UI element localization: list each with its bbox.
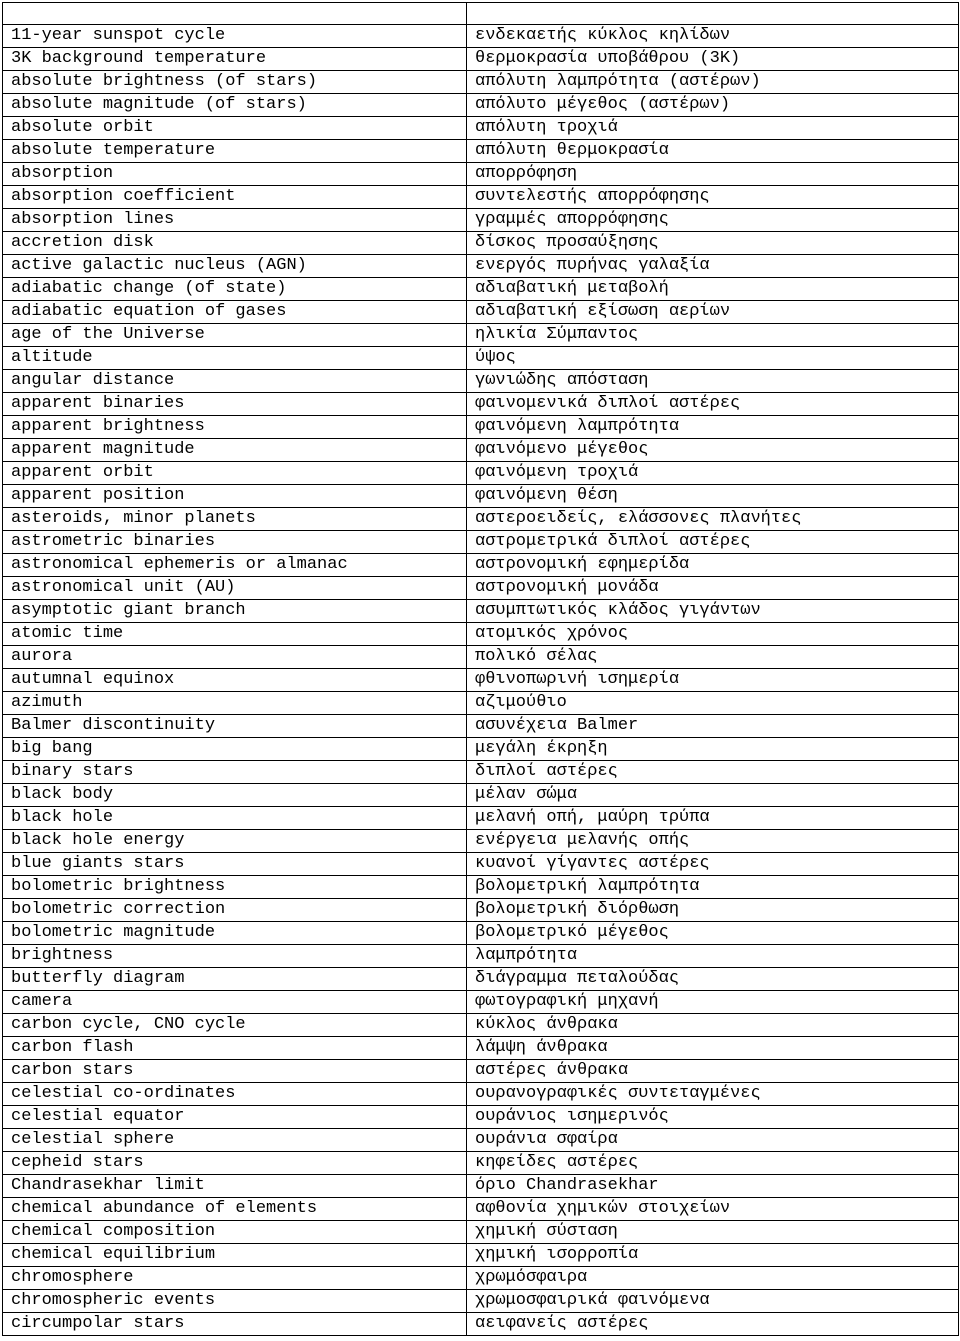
term-english: carbon stars — [3, 1060, 467, 1083]
term-greek: απορρόφηση — [467, 163, 959, 186]
table-row — [3, 71, 959, 94]
table-row — [3, 623, 959, 646]
term-greek: φαινόμενη θέση — [467, 485, 959, 508]
glossary-body — [3, 3, 959, 1336]
term-greek: γραμμές απορρόφησης — [467, 209, 959, 232]
term-greek: αστρονομική μονάδα — [467, 577, 959, 600]
table-row — [3, 301, 959, 324]
table-row — [3, 1083, 959, 1106]
header-english — [3, 3, 467, 25]
term-english: blue giants stars — [3, 853, 467, 876]
term-greek: βολομετρική λαμπρότητα — [467, 876, 959, 899]
term-greek: φαινόμενη τροχιά — [467, 462, 959, 485]
term-english: autumnal equinox — [3, 669, 467, 692]
term-english: camera — [3, 991, 467, 1014]
term-greek: διπλοί αστέρες — [467, 761, 959, 784]
term-greek: αδιαβατική μεταβολή — [467, 278, 959, 301]
term-english: angular distance — [3, 370, 467, 393]
term-english: atomic time — [3, 623, 467, 646]
table-row — [3, 922, 959, 945]
term-english: absorption lines — [3, 209, 467, 232]
term-english: chemical composition — [3, 1221, 467, 1244]
term-greek: ενδεκαετής κύκλος κηλίδων — [467, 25, 959, 48]
term-english: apparent binaries — [3, 393, 467, 416]
term-greek: φθινοπωρινή ισημερία — [467, 669, 959, 692]
table-row — [3, 1313, 959, 1336]
term-english: butterfly diagram — [3, 968, 467, 991]
table-row — [3, 1244, 959, 1267]
term-english: chemical abundance of elements — [3, 1198, 467, 1221]
term-greek: αστεροειδείς, ελάσσονες πλανήτες — [467, 508, 959, 531]
term-english: black hole — [3, 807, 467, 830]
term-greek: φαινομενικά διπλοί αστέρες — [467, 393, 959, 416]
table-row — [3, 439, 959, 462]
term-english: black body — [3, 784, 467, 807]
term-english: adiabatic change (of state) — [3, 278, 467, 301]
term-english: big bang — [3, 738, 467, 761]
term-english: apparent brightness — [3, 416, 467, 439]
term-english: apparent orbit — [3, 462, 467, 485]
term-english: accretion disk — [3, 232, 467, 255]
term-english: Chandrasekhar limit — [3, 1175, 467, 1198]
term-english: binary stars — [3, 761, 467, 784]
term-greek: ενέργεια μελανής οπής — [467, 830, 959, 853]
term-greek: μελανή οπή, μαύρη τρύπα — [467, 807, 959, 830]
table-row — [3, 140, 959, 163]
term-english: absolute brightness (of stars) — [3, 71, 467, 94]
term-english: adiabatic equation of gases — [3, 301, 467, 324]
term-greek: φωτογραφική μηχανή — [467, 991, 959, 1014]
term-english: asteroids, minor planets — [3, 508, 467, 531]
table-row — [3, 991, 959, 1014]
term-greek: βολομετρική διόρθωση — [467, 899, 959, 922]
term-english: celestial equator — [3, 1106, 467, 1129]
table-row — [3, 1198, 959, 1221]
term-english: absolute magnitude (of stars) — [3, 94, 467, 117]
term-english: Balmer discontinuity — [3, 715, 467, 738]
term-greek: φαινόμενο μέγεθος — [467, 439, 959, 462]
term-greek: μέλαν σώμα — [467, 784, 959, 807]
table-row — [3, 784, 959, 807]
term-english: bolometric correction — [3, 899, 467, 922]
term-english: celestial sphere — [3, 1129, 467, 1152]
term-english: 11-year sunspot cycle — [3, 25, 467, 48]
table-row — [3, 646, 959, 669]
table-row — [3, 761, 959, 784]
term-english: chemical equilibrium — [3, 1244, 467, 1267]
table-row — [3, 1129, 959, 1152]
term-greek: κυανοί γίγαντες αστέρες — [467, 853, 959, 876]
table-row — [3, 669, 959, 692]
term-greek: λαμπρότητα — [467, 945, 959, 968]
term-english: brightness — [3, 945, 467, 968]
term-greek: λάμψη άνθρακα — [467, 1037, 959, 1060]
table-row — [3, 278, 959, 301]
term-english: active galactic nucleus (AGN) — [3, 255, 467, 278]
table-row — [3, 48, 959, 71]
table-row — [3, 692, 959, 715]
term-greek: κύκλος άνθρακα — [467, 1014, 959, 1037]
table-row — [3, 600, 959, 623]
table-row — [3, 324, 959, 347]
table-row — [3, 1014, 959, 1037]
table-row — [3, 25, 959, 48]
term-greek: αειφανείς αστέρες — [467, 1313, 959, 1336]
table-row — [3, 370, 959, 393]
term-english: asymptotic giant branch — [3, 600, 467, 623]
term-english: celestial co-ordinates — [3, 1083, 467, 1106]
table-row — [3, 347, 959, 370]
table-row — [3, 117, 959, 140]
table-row — [3, 945, 959, 968]
term-greek: αδιαβατική εξίσωση αερίων — [467, 301, 959, 324]
table-row — [3, 94, 959, 117]
term-greek: απόλυτο μέγεθος (αστέρων) — [467, 94, 959, 117]
term-english: absolute temperature — [3, 140, 467, 163]
table-row — [3, 485, 959, 508]
term-greek: κηφείδες αστέρες — [467, 1152, 959, 1175]
term-greek: συντελεστής απορρόφησης — [467, 186, 959, 209]
table-row — [3, 738, 959, 761]
term-greek: γωνιώδης απόσταση — [467, 370, 959, 393]
table-row — [3, 1290, 959, 1313]
term-english: absorption — [3, 163, 467, 186]
term-english: chromosphere — [3, 1267, 467, 1290]
term-english: astrometric binaries — [3, 531, 467, 554]
term-greek: αστρομετρικά διπλοί αστέρες — [467, 531, 959, 554]
table-row — [3, 232, 959, 255]
table-row — [3, 531, 959, 554]
term-greek: βολομετρικό μέγεθος — [467, 922, 959, 945]
term-english: black hole energy — [3, 830, 467, 853]
term-english: aurora — [3, 646, 467, 669]
term-greek: απόλυτη τροχιά — [467, 117, 959, 140]
term-greek: διάγραμμα πεταλούδας — [467, 968, 959, 991]
term-english: chromospheric events — [3, 1290, 467, 1313]
term-english: carbon flash — [3, 1037, 467, 1060]
term-greek: χημική ισορροπία — [467, 1244, 959, 1267]
table-row — [3, 393, 959, 416]
term-greek: θερμοκρασία υποβάθρου (3K) — [467, 48, 959, 71]
term-english: carbon cycle, CNO cycle — [3, 1014, 467, 1037]
term-english: astronomical ephemeris or almanac — [3, 554, 467, 577]
table-row — [3, 715, 959, 738]
table-row — [3, 1106, 959, 1129]
term-greek: ουρανογραφικές συντεταγμένες — [467, 1083, 959, 1106]
table-row — [3, 830, 959, 853]
term-english: apparent position — [3, 485, 467, 508]
term-english: cepheid stars — [3, 1152, 467, 1175]
term-english: bolometric magnitude — [3, 922, 467, 945]
term-greek: χρωμοσφαιρικά φαινόμενα — [467, 1290, 959, 1313]
table-row — [3, 968, 959, 991]
term-greek: απόλυτη θερμοκρασία — [467, 140, 959, 163]
term-english: absolute orbit — [3, 117, 467, 140]
term-greek: αστέρες άνθρακα — [467, 1060, 959, 1083]
table-row — [3, 1060, 959, 1083]
table-row — [3, 416, 959, 439]
term-greek: φαινόμενη λαμπρότητα — [467, 416, 959, 439]
table-row — [3, 1221, 959, 1244]
term-english: absorption coefficient — [3, 186, 467, 209]
term-greek: πολικό σέλας — [467, 646, 959, 669]
table-row — [3, 554, 959, 577]
term-greek: μεγάλη έκρηξη — [467, 738, 959, 761]
term-greek: απόλυτη λαμπρότητα (αστέρων) — [467, 71, 959, 94]
term-english: apparent magnitude — [3, 439, 467, 462]
table-row — [3, 899, 959, 922]
term-english: azimuth — [3, 692, 467, 715]
table-row — [3, 876, 959, 899]
term-english: circumpolar stars — [3, 1313, 467, 1336]
term-english: bolometric brightness — [3, 876, 467, 899]
table-row — [3, 462, 959, 485]
table-row — [3, 807, 959, 830]
term-greek: ενεργός πυρήνας γαλαξία — [467, 255, 959, 278]
table-row — [3, 163, 959, 186]
table-row — [3, 1152, 959, 1175]
term-greek: αφθονία χημικών στοιχείων — [467, 1198, 959, 1221]
table-row — [3, 853, 959, 876]
glossary-table — [2, 2, 959, 1336]
term-greek: χρωμόσφαιρα — [467, 1267, 959, 1290]
term-greek: δίσκος προσαύξησης — [467, 232, 959, 255]
term-greek: ύψος — [467, 347, 959, 370]
term-english: altitude — [3, 347, 467, 370]
table-row — [3, 577, 959, 600]
table-row — [3, 508, 959, 531]
table-row — [3, 209, 959, 232]
term-greek: αστρονομική εφημερίδα — [467, 554, 959, 577]
term-greek: ηλικία Σύμπαντος — [467, 324, 959, 347]
table-row — [3, 1267, 959, 1290]
term-greek: ασυμπτωτικός κλάδος γιγάντων — [467, 600, 959, 623]
term-greek: ασυνέχεια Balmer — [467, 715, 959, 738]
term-greek: αζιμούθιο — [467, 692, 959, 715]
header-row — [3, 3, 959, 25]
table-row — [3, 186, 959, 209]
table-row — [3, 1175, 959, 1198]
table-row — [3, 1037, 959, 1060]
term-english: age of the Universe — [3, 324, 467, 347]
header-greek — [467, 3, 959, 25]
term-greek: ατομικός χρόνος — [467, 623, 959, 646]
table-row — [3, 255, 959, 278]
term-greek: ουράνια σφαίρα — [467, 1129, 959, 1152]
term-greek: χημική σύσταση — [467, 1221, 959, 1244]
term-greek: ουράνιος ισημερινός — [467, 1106, 959, 1129]
term-greek: όριο Chandrasekhar — [467, 1175, 959, 1198]
term-english: 3K background temperature — [3, 48, 467, 71]
term-english: astronomical unit (AU) — [3, 577, 467, 600]
